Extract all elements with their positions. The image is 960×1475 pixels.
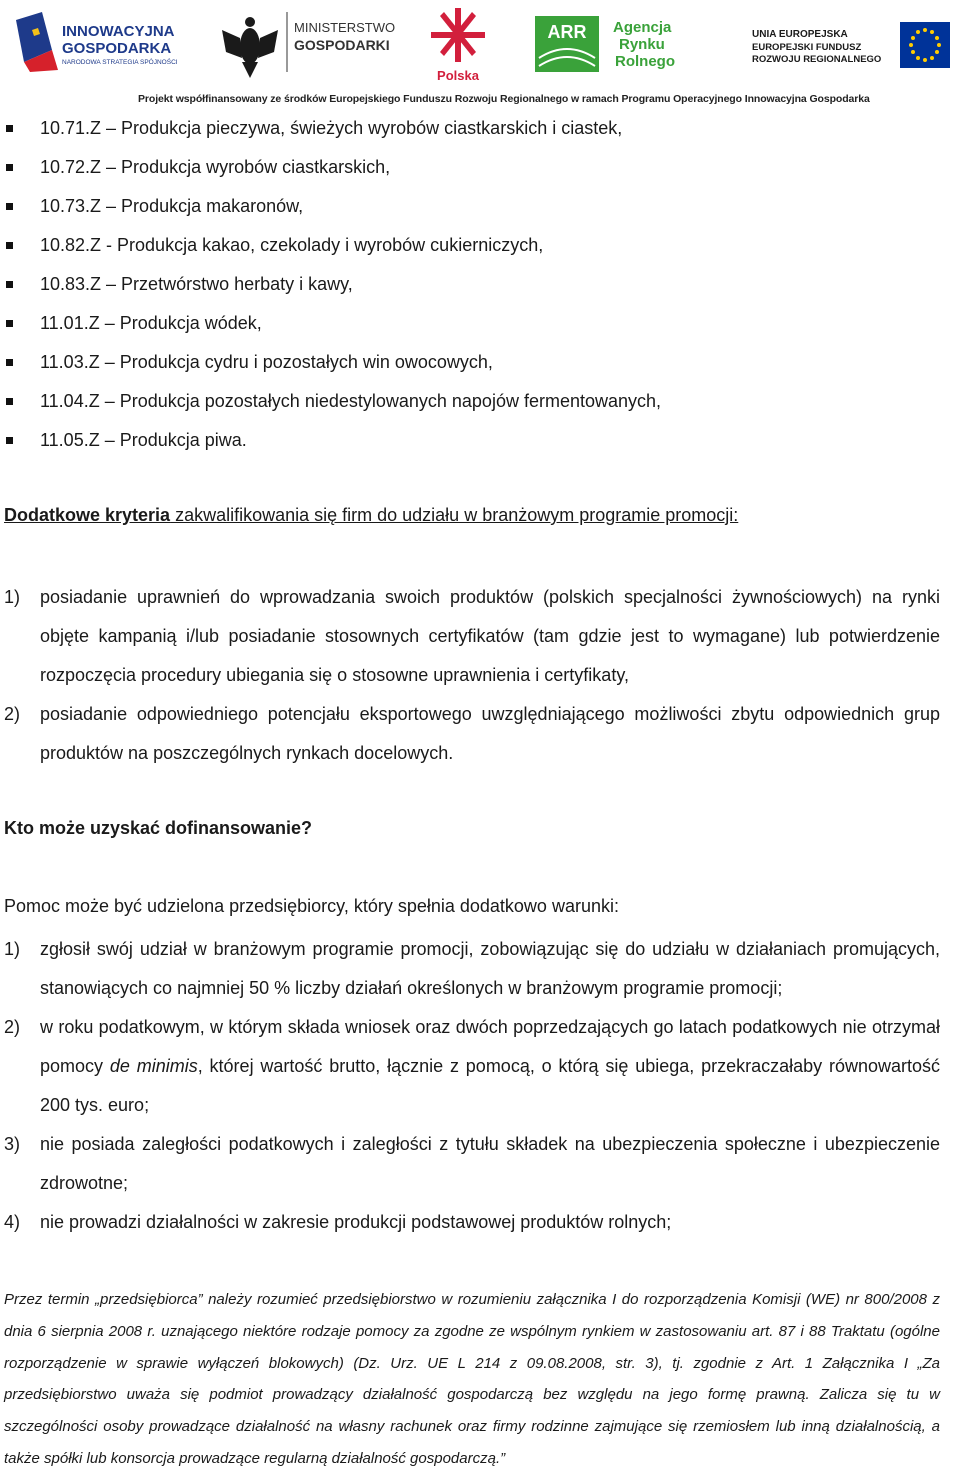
item-number: 2) <box>4 1017 21 1037</box>
item-number: 1) <box>4 587 21 607</box>
list-item <box>0 190 960 229</box>
criteria-heading <box>4 505 940 526</box>
item-number: 4) <box>4 1212 21 1232</box>
criteria-heading-rest: zakwalifikowania się firm do udziału w branżowym programie promocji: <box>170 505 739 525</box>
list-item <box>4 1203 940 1242</box>
eu-flag-icon <box>900 22 950 68</box>
item-text: posiadanie uprawnień do wprowadzania swoich produktów (polskich specjalności żywnościowych) na rynki objęte kampanią i/lub posiadanie stosownych certyfikatów (tam gdzie jest to wymagane) lub potwierdzenie rozpoczęcia procedury ubiegania się o stosowne uprawnienia i certyfikaty, <box>40 587 940 685</box>
mg-line1: MINISTERSTWO <box>294 20 396 35</box>
eligibility-intro: Pomoc może być udzielona przedsiębiorcy, który spełnia dodatkowo warunki: <box>4 896 619 916</box>
pkd-text: 11.05.Z – Produkcja piwa. <box>40 430 247 450</box>
pkd-code-list <box>0 112 960 463</box>
criteria-list <box>4 578 940 773</box>
eligibility-heading: Kto może uzyskać dofinansowanie? <box>4 818 313 838</box>
polska-wordmark: Polska <box>437 68 479 83</box>
item-text-before: w roku podatkowym, w którym składa wniosek oraz dwóch poprzedzających go latach podatkowych nie otrzymał pomocy <box>40 1017 940 1076</box>
ministerstwo-gospodarki-logo <box>220 12 400 82</box>
item-number: 3) <box>4 1134 21 1154</box>
cofinancing-banner: Projekt współfinansowany ze środków Europejskiego Funduszu Rozwoju Regionalnego w ramach Programu Operacyjnego Innowacyjna Gospodarka <box>138 93 870 105</box>
bullet-square-icon <box>6 320 13 327</box>
bullet-square-icon <box>6 164 13 171</box>
list-item <box>0 151 960 190</box>
polska-star-icon <box>431 8 485 62</box>
pkd-text: 10.73.Z – Produkcja makaronów, <box>40 196 304 216</box>
list-item <box>0 346 960 385</box>
list-item <box>0 307 960 346</box>
item-text-italic: de minimis <box>109 1056 198 1076</box>
list-item <box>4 1008 940 1125</box>
arr-logo <box>533 14 713 74</box>
pkd-text: 10.72.Z – Produkcja wyrobów ciastkarskich, <box>40 157 391 177</box>
ig-line3: NARODOWA STRATEGIA SPÓJNOŚCI <box>62 59 178 66</box>
item-text: nie prowadzi działalności w zakresie produkcji podstawowej produktów rolnych; <box>40 1212 672 1232</box>
pkd-text: 10.71.Z – Produkcja pieczywa, świeżych wyrobów ciastkarskich i ciastek, <box>40 118 623 138</box>
ue-line2: EUROPEJSKI FUNDUSZ <box>752 42 862 53</box>
bullet-square-icon <box>6 125 13 132</box>
pkd-text: 11.03.Z – Produkcja cydru i pozostałych win owocowych, <box>40 352 493 372</box>
criteria-heading-bold: Dodatkowe kryteria <box>4 505 171 525</box>
list-item <box>0 229 960 268</box>
list-item <box>0 424 960 463</box>
bullet-square-icon <box>6 437 13 444</box>
bullet-square-icon <box>6 398 13 405</box>
ig-line2: GOSPODARKA <box>62 40 172 57</box>
arr-line2: Rynku <box>619 36 665 53</box>
item-number: 2) <box>4 704 21 724</box>
list-item <box>4 695 940 773</box>
ig-line1: INNOWACYJNA <box>62 23 175 40</box>
pkd-text: 10.82.Z - Produkcja kakao, czekolady i wyrobów cukierniczych, <box>40 235 544 255</box>
list-item <box>0 385 960 424</box>
item-text: posiadanie odpowiedniego potencjału eksportowego uwzględniającego możliwości zbytu odpowiednich grup produktów na poszczególnych rynkach docelowych. <box>40 704 940 763</box>
arr-line3: Rolnego <box>615 53 675 70</box>
arr-line1: Agencja <box>613 19 672 36</box>
ue-line3: ROZWOJU REGIONALNEGO <box>752 54 882 65</box>
list-item <box>4 1125 940 1203</box>
bullet-square-icon <box>6 203 13 210</box>
ue-line1: UNIA EUROPEJSKA <box>752 29 848 40</box>
bullet-square-icon <box>6 281 13 288</box>
pkd-text: 11.04.Z – Produkcja pozostałych niedestylowanych napojów fermentowanych, <box>40 391 662 411</box>
bullet-square-icon <box>6 242 13 249</box>
eligibility-list <box>4 930 940 1242</box>
list-item <box>0 112 960 151</box>
pkd-text: 11.01.Z – Produkcja wódek, <box>40 313 262 333</box>
item-text-after: , której wartość brutto, łącznie z pomocą, o którą się ubiega, przekraczałaby równowartość 200 tys. euro; <box>40 1056 940 1115</box>
footnote: Przez termin „przedsiębiorca” należy rozumieć przedsiębiorstwo w rozumieniu załącznika I do rozporządzenia Komisji (WE) nr 800/2008 z dnia 6 sierpnia 2008 r. uznającego niektóre rodzaje pomocy za zgodne ze wspólnym rynkiem w zastosowaniu art. 87 i 88 Traktatu (ogólne rozporządzenie w sprawie wyłączeń blokowych) (Dz. Urz. UE L 214 z 09.08.2008, str. 3), tj. zgodnie z Art. 1 Załącznika I „Za przedsiębiorstwo uważa się podmiot prowadzący działalność gospodarczą bez względu na jego formę prawną. Zalicza się tu w szczególności osoby prowadzące działalność na własny rachunek oraz firmy rodzinne zajmujące się rzemiosłem lub inną działalnością, a także spółki lub konsorcja prowadzące regularną działalność gospodarczą.” <box>4 1291 940 1467</box>
unia-europejska-logo <box>750 22 950 72</box>
item-text: nie posiada zaległości podatkowych i zaległości z tytułu składek na ubezpieczenia społeczne i ubezpieczenie zdrowotne; <box>40 1134 940 1193</box>
bullet-square-icon <box>6 359 13 366</box>
eagle-icon <box>222 17 278 78</box>
polska-logo <box>428 6 488 86</box>
list-item <box>4 930 940 1008</box>
innowacyjna-gospodarka-logo <box>12 12 192 72</box>
list-item <box>0 268 960 307</box>
list-item <box>4 578 940 695</box>
arr-short: ARR <box>547 22 587 42</box>
item-number: 1) <box>4 939 21 959</box>
item-text: zgłosił swój udział w branżowym programie promocji, zobowiązując się do udziału w działaniach promujących, stanowiących co najmniej 50 % liczby działań określonych w branżowym programie promocji; <box>40 939 940 998</box>
page-header <box>0 0 960 112</box>
pkd-text: 10.83.Z – Przetwórstwo herbaty i kawy, <box>40 274 353 294</box>
mg-line2: GOSPODARKI <box>294 37 390 53</box>
